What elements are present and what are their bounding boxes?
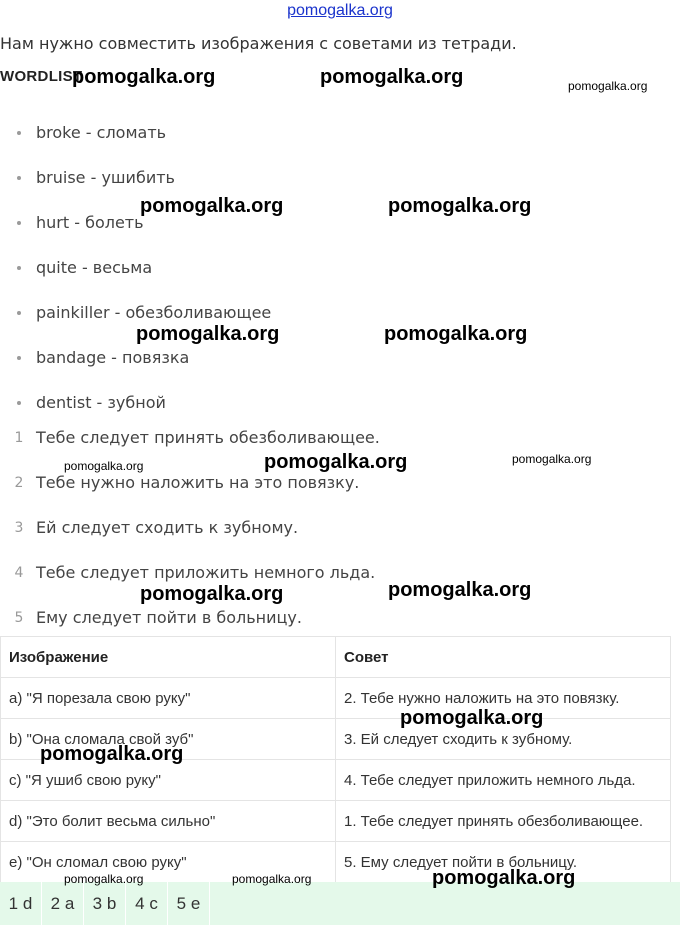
wordlist-item-text: bruise - ушибить [36, 168, 175, 187]
intro-text: Нам нужно совместить изображения с советами из тетради. [0, 34, 517, 53]
answer-item: 1 d [0, 882, 42, 925]
watermark: pomogalka.org [64, 459, 144, 473]
table-cell-image: c) "Я ушиб свою руку" [1, 760, 336, 801]
advice-text: Тебе следует приложить немного льда. [36, 563, 376, 582]
bullet-icon [17, 176, 21, 180]
watermark: pomogalka.org [384, 323, 528, 345]
table-cell-advice: 3. Ей следует сходить к зубному. [336, 719, 671, 760]
answer-item: 2 a [42, 882, 84, 925]
wordlist-label: WORDLIST [0, 68, 83, 85]
watermark: pomogalka.org [568, 79, 648, 93]
watermark: pomogalka.org [40, 743, 184, 765]
watermark: pomogalka.org [512, 452, 592, 466]
watermark: pomogalka.org [72, 66, 216, 88]
watermark: pomogalka.org [140, 195, 284, 217]
watermark: pomogalka.org [388, 579, 532, 601]
table-header-row [1, 637, 671, 678]
table-header-advice: Совет [336, 637, 671, 678]
bullet-icon [17, 131, 21, 135]
wordlist-item-text: hurt - болеть [36, 213, 144, 232]
advice-text: Тебе следует принять обезболивающее. [36, 428, 380, 447]
answer-item: 5 e [168, 882, 210, 925]
answer-item: 4 c [126, 882, 168, 925]
advice-number: 1 [14, 430, 24, 446]
wordlist-item-text: painkiller - обезболивающее [36, 303, 272, 322]
table-cell-image: d) "Это болит весьма сильно" [1, 801, 336, 842]
advice-number: 3 [14, 520, 24, 536]
watermark: pomogalka.org [320, 66, 464, 88]
table-cell-advice: 1. Тебе следует принять обезболивающее. [336, 801, 671, 842]
answer-bar [0, 882, 680, 925]
advice-number: 4 [14, 565, 24, 581]
wordlist-item-text: quite - весьма [36, 258, 153, 277]
bullet-icon [17, 356, 21, 360]
table-cell-advice: 5. Ему следует пойти в больницу. [336, 842, 671, 883]
table-cell-advice: 4. Тебе следует приложить немного льда. [336, 760, 671, 801]
site-link[interactable]: pomogalka.org [287, 2, 393, 19]
bullet-icon [17, 221, 21, 225]
watermark: pomogalka.org [400, 707, 544, 729]
bullet-icon [17, 401, 21, 405]
table-cell-image: a) "Я порезала свою руку" [1, 678, 336, 719]
advice-number: 2 [14, 475, 24, 491]
bullet-icon [17, 311, 21, 315]
wordlist-item-text: dentist - зубной [36, 393, 166, 412]
table-cell-image: b) "Она сломала свой зуб" [1, 719, 336, 760]
table-cell-image: e) "Он сломал свою руку" [1, 842, 336, 883]
watermark: pomogalka.org [264, 451, 408, 473]
watermark: pomogalka.org [136, 323, 280, 345]
wordlist-item-text: bandage - повязка [36, 348, 190, 367]
table-cell-advice: 2. Тебе нужно наложить на это повязку. [336, 678, 671, 719]
watermark: pomogalka.org [64, 872, 144, 886]
watermark: pomogalka.org [432, 867, 576, 889]
advice-number: 5 [14, 610, 24, 626]
advice-text: Тебе нужно наложить на это повязку. [36, 473, 360, 492]
answer-item: 3 b [84, 882, 126, 925]
table-row [1, 801, 671, 842]
advice-text: Ей следует сходить к зубному. [36, 518, 299, 537]
watermark: pomogalka.org [232, 872, 312, 886]
table-row [1, 678, 671, 719]
watermark: pomogalka.org [140, 583, 284, 605]
wordlist-item-text: broke - сломать [36, 123, 167, 142]
advice-text: Ему следует пойти в больницу. [36, 608, 302, 627]
watermark: pomogalka.org [388, 195, 532, 217]
bullet-icon [17, 266, 21, 270]
table-header-image: Изображение [1, 637, 336, 678]
